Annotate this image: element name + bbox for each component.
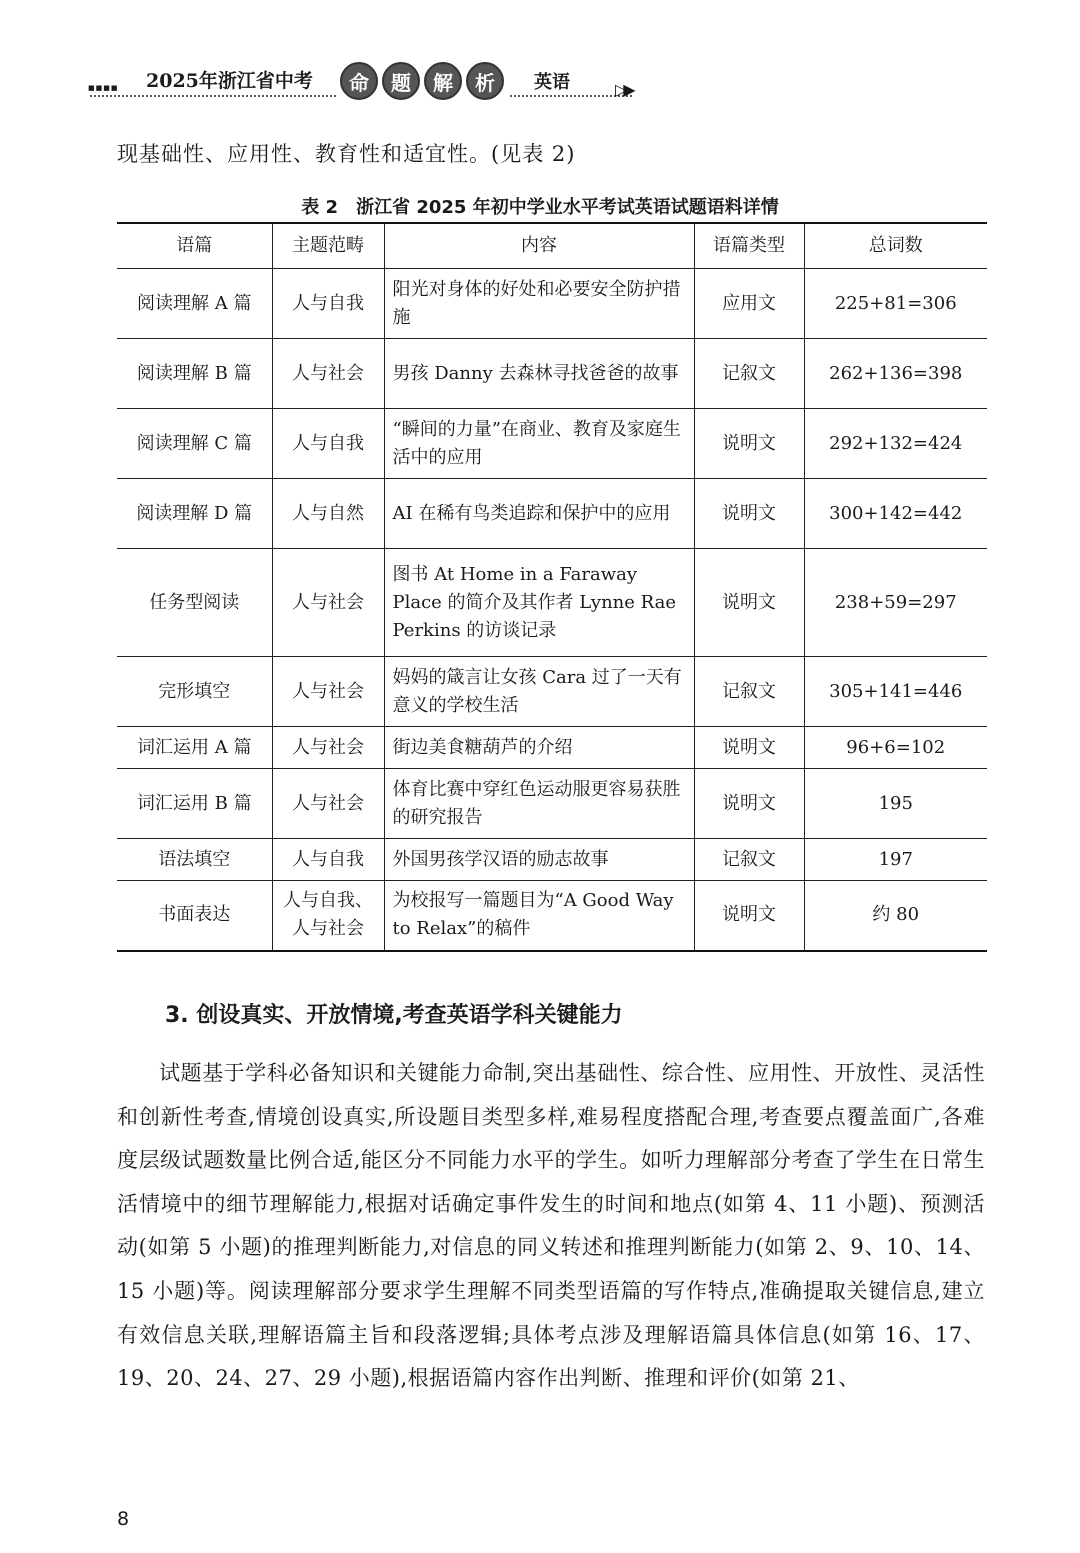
content-cell: “瞬间的力量”在商业、教育及家庭生活中的应用 <box>384 409 694 479</box>
emblem-char: 解 <box>424 62 462 100</box>
passage-cell: 语法填空 <box>117 839 272 881</box>
table-row <box>117 269 987 339</box>
running-header <box>80 62 640 102</box>
header-emblem <box>336 62 508 100</box>
body-paragraph: 试题基于学科必备知识和关键能力命制,突出基础性、综合性、应用性、开放性、灵活性和创新性考查,情境创设真实,所设题目类型多样,难易程度搭配合理,考查要点覆盖面广,各难度层级试题数量比例合适,能区分不同能力水平的学生。如听力理解部分考查了学生在日常生活情境中的细节理解能力,根据对话确定事件发生的时间和地点(如第 4、11 小题)、预测活动(如第 5 小题)的推理判断能力,对信息的同义转述和推理判断能力(如第 2、9、10、14、15 小题)等。阅读理解部分要求学生理解不同类型语篇的写作特点,准确提取关键信息,建立有效信息关联,理解语篇主旨和段落逻辑;具体考点涉及理解语篇具体信息(如第 16、17、19、20、24、27、29 小题),根据语篇内容作出判断、推理和评价(如第 21、 <box>117 1061 985 1391</box>
theme-cell: 人与自然 <box>272 479 384 549</box>
content-cell: 男孩 Danny 去森林寻找爸爸的故事 <box>384 339 694 409</box>
word-count-cell: 195 <box>804 769 987 839</box>
content-cell: 妈妈的箴言让女孩 Cara 过了一天有意义的学校生活 <box>384 657 694 727</box>
word-count-cell: 300+142=442 <box>804 479 987 549</box>
content-cell: AI 在稀有鸟类追踪和保护中的应用 <box>384 479 694 549</box>
theme-cell: 人与自我 <box>272 409 384 479</box>
passage-cell: 词汇运用 A 篇 <box>117 727 272 769</box>
header-cell: 内容 <box>384 223 694 269</box>
emblem-char: 题 <box>382 62 420 100</box>
table-row <box>117 839 987 881</box>
type-cell: 说明文 <box>694 727 804 769</box>
content-cell: 体育比赛中穿红色运动服更容易获胜的研究报告 <box>384 769 694 839</box>
word-count-cell: 197 <box>804 839 987 881</box>
section-heading: 3. 创设真实、开放情境,考查英语学科关键能力 <box>165 1003 623 1028</box>
table-row <box>117 769 987 839</box>
header-cell: 语篇 <box>117 223 272 269</box>
table-row <box>117 339 987 409</box>
emblem-char: 命 <box>340 62 378 100</box>
subject-label: 英语 <box>530 68 574 94</box>
theme-cell: 人与自我 <box>272 269 384 339</box>
type-cell: 说明文 <box>694 769 804 839</box>
type-cell: 说明文 <box>694 549 804 657</box>
passage-cell: 书面表达 <box>117 881 272 951</box>
type-cell: 记叙文 <box>694 839 804 881</box>
type-cell: 说明文 <box>694 881 804 951</box>
word-count-cell: 292+132=424 <box>804 409 987 479</box>
theme-cell: 人与社会 <box>272 727 384 769</box>
word-count-cell: 262+136=398 <box>804 339 987 409</box>
emblem-char: 析 <box>466 62 504 100</box>
corpus-table <box>117 222 987 952</box>
theme-cell: 人与自我 <box>272 839 384 881</box>
passage-cell: 阅读理解 A 篇 <box>117 269 272 339</box>
word-count-cell: 225+81=306 <box>804 269 987 339</box>
passage-cell: 阅读理解 C 篇 <box>117 409 272 479</box>
passage-cell: 词汇运用 B 篇 <box>117 769 272 839</box>
type-cell: 记叙文 <box>694 339 804 409</box>
theme-cell: 人与社会 <box>272 657 384 727</box>
table-caption: 表 2 浙江省 2025 年初中学业水平考试英语试题语料详情 <box>301 197 779 218</box>
table-row <box>117 549 987 657</box>
theme-cell: 人与自我、人与社会 <box>272 881 384 951</box>
passage-cell: 阅读理解 D 篇 <box>117 479 272 549</box>
content-cell: 街边美食糖葫芦的介绍 <box>384 727 694 769</box>
type-cell: 说明文 <box>694 479 804 549</box>
header-cell: 语篇类型 <box>694 223 804 269</box>
content-cell: 为校报写一篇题目为“A Good Way to Relax”的稿件 <box>384 881 694 951</box>
page-number: 8 <box>117 1508 130 1530</box>
table-row <box>117 479 987 549</box>
table-row <box>117 881 987 951</box>
double-arrow-icon: ▷▶ <box>615 80 632 99</box>
type-cell: 记叙文 <box>694 657 804 727</box>
passage-cell: 完形填空 <box>117 657 272 727</box>
passage-cell: 任务型阅读 <box>117 549 272 657</box>
header-cell: 总词数 <box>804 223 987 269</box>
passage-cell: 阅读理解 B 篇 <box>117 339 272 409</box>
word-count-cell: 约 80 <box>804 881 987 951</box>
content-cell: 阳光对身体的好处和必要安全防护措施 <box>384 269 694 339</box>
table-header-row <box>117 223 987 269</box>
type-cell: 应用文 <box>694 269 804 339</box>
table-row <box>117 657 987 727</box>
intro-line: 现基础性、应用性、教育性和适宜性。(见表 2) <box>117 142 576 166</box>
word-count-cell: 96+6=102 <box>804 727 987 769</box>
table-row <box>117 409 987 479</box>
content-cell: 图书 At Home in a Faraway Place 的简介及其作者 Lynne Rae Perkins 的访谈记录 <box>384 549 694 657</box>
word-count-cell: 305+141=446 <box>804 657 987 727</box>
header-cell: 主题范畴 <box>272 223 384 269</box>
theme-cell: 人与社会 <box>272 339 384 409</box>
theme-cell: 人与社会 <box>272 769 384 839</box>
header-logo-mark: ■■■■ <box>88 84 119 92</box>
table-row <box>117 727 987 769</box>
theme-cell: 人与社会 <box>272 549 384 657</box>
content-cell: 外国男孩学汉语的励志故事 <box>384 839 694 881</box>
word-count-cell: 238+59=297 <box>804 549 987 657</box>
book-title: 2025年浙江省中考 <box>142 66 317 93</box>
type-cell: 说明文 <box>694 409 804 479</box>
